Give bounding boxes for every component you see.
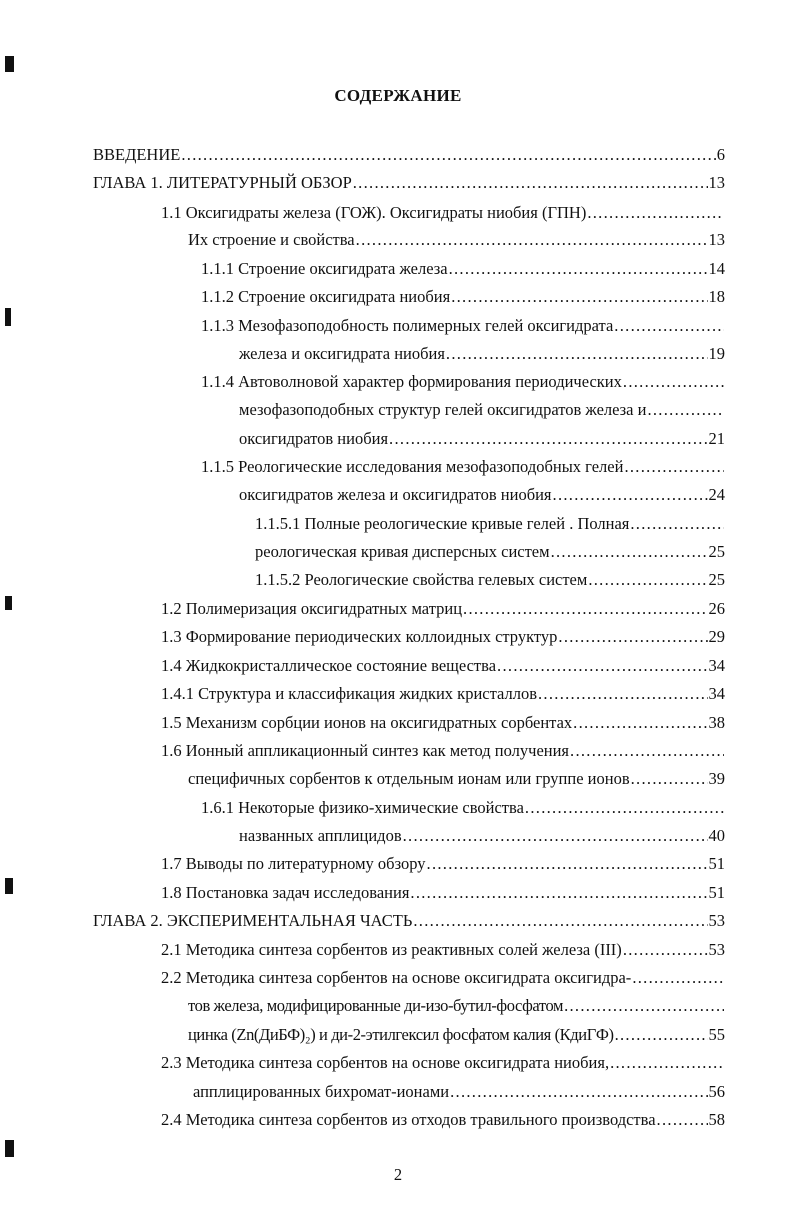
toc-entry-title: 2.2 Методика синтеза сорбентов на основе оксигидрата оксигидра- [161, 968, 632, 987]
toc-entry-page: 38 [708, 713, 725, 732]
toc-entry-1-4-1 [161, 683, 725, 705]
toc-entry-title: мезофазоподобных структур гелей оксигидратов железа и [239, 400, 647, 419]
toc-entry-title: 1.1.5.1 Полные реологические кривые гелей . Полная [255, 514, 630, 533]
toc-entry-title: 1.1.2 Строение оксигидрата ниобия [201, 287, 451, 306]
toc-entry-page: 51 [708, 883, 725, 902]
toc-entry-page: 13 [708, 230, 725, 249]
toc-entry-title: 1.6.1 Некоторые физико-химические свойства [201, 798, 524, 817]
toc-entry-page: 25 [708, 542, 725, 561]
toc-entry-title: названных апплицидов [239, 826, 402, 845]
toc-entry-title: 1.3 Формирование периодических коллоидных структур [161, 627, 558, 646]
toc-entry-chapter-1 [93, 172, 725, 194]
toc-entry-1-4 [161, 655, 725, 677]
toc-entry-title: ГЛАВА 2. ЭКСПЕРИМЕНТАЛЬНАЯ ЧАСТЬ [93, 911, 413, 930]
toc-entry-2-3 [161, 1052, 725, 1074]
toc-entry-page: 34 [708, 684, 725, 703]
toc-entry-page: 29 [708, 627, 725, 646]
toc-entry-title: 1.1.4 Автоволновой характер формирования периодических [201, 372, 622, 391]
toc-entry-1-1-3 [201, 315, 725, 337]
toc-entry-page: 13 [708, 173, 725, 192]
toc-entry-1-1-5-2 [255, 569, 725, 591]
toc-entry-1-5 [161, 712, 725, 734]
toc-entry-page: 14 [708, 259, 725, 278]
toc-entry-1-6-cont [188, 768, 725, 790]
toc-entry-page: 51 [708, 854, 725, 873]
toc-entry-title: реологическая кривая дисперсных систем [255, 542, 550, 561]
toc-entry-2-3-cont [193, 1081, 725, 1103]
toc-entry-title: оксигидратов железа и оксигидратов ниобия [239, 485, 552, 504]
toc-entry-page: 53 [708, 911, 725, 930]
toc-entry-title: 1.1.3 Мезофазоподобность полимерных гелей оксигидрата [201, 316, 614, 335]
page-number: 2 [393, 1165, 403, 1184]
toc-entry-page: 53 [708, 940, 725, 959]
toc-entry-1-1-1 [201, 258, 725, 280]
toc-entry-title: ГЛАВА 1. ЛИТЕРАТУРНЫЙ ОБЗОР [93, 173, 352, 192]
toc-entry-1-1-4-cont2 [239, 428, 725, 450]
toc-entry-1-1-3-cont [239, 343, 725, 365]
toc-entry-page: 18 [708, 287, 725, 306]
toc-entry-page: 19 [708, 344, 725, 363]
toc-entry-title: ВВЕДЕНИЕ [93, 145, 181, 164]
toc-entry-title: 2.1 Методика синтеза сорбентов из реактивных солей железа (III) [161, 940, 622, 959]
toc-entry-title: 1.1 Оксигидраты железа (ГОЖ). Оксигидраты ниобия (ГПН) [161, 203, 587, 222]
toc-entry-page: 25 [708, 570, 725, 589]
toc-entry-2-1 [161, 939, 725, 961]
toc-entry-page: 24 [708, 485, 725, 504]
toc-entry-1-6 [161, 740, 725, 762]
toc-entry-page: 56 [708, 1082, 725, 1101]
toc-entry-1-1-5-1-cont [255, 541, 725, 563]
toc-entry-page: 26 [708, 599, 725, 618]
toc-entry-title: 1.4.1 Структура и классификация жидких кристаллов [161, 684, 537, 703]
toc-entry-page: 40 [708, 826, 725, 845]
toc-entry-title: 1.2 Полимеризация оксигидратных матриц [161, 599, 463, 618]
toc-entry-title: 1.4 Жидкокристаллическое состояние вещества [161, 656, 497, 675]
toc-entry-1-1-5 [201, 456, 725, 478]
toc-entry-page: 34 [708, 656, 725, 675]
toc-entry-title: оксигидратов ниобия [239, 429, 389, 448]
toc-entry-title: 1.1.1 Строение оксигидрата железа [201, 259, 448, 278]
toc-entry-chapter-2 [93, 910, 725, 932]
toc-entry-2-2 [161, 967, 725, 989]
toc-entry-1-2 [161, 598, 725, 620]
toc-entry-2-2-cont [188, 995, 725, 1017]
toc-entry-page: 21 [708, 429, 725, 448]
toc-entry-page: 39 [708, 769, 725, 788]
toc-entry-title: тов железа, модифицированные ди-изо-бутил-фосфатом [188, 996, 564, 1015]
toc-entry-1-6-1-cont [239, 825, 725, 847]
toc-entry-1-1-4-cont [239, 399, 725, 421]
toc-entry-title: 1.8 Постановка задач исследования [161, 883, 410, 902]
toc-entry-title: 2.4 Методика синтеза сорбентов из отходов травильного производства [161, 1110, 656, 1129]
toc-entry-title: специфичных сорбентов к отдельным ионам или группе ионов [188, 769, 630, 788]
toc-entry-1-3 [161, 626, 725, 648]
page-title: СОДЕРЖАНИЕ [334, 86, 462, 105]
toc-entry-1-7 [161, 853, 725, 875]
toc-entry-title: железа и оксигидрата ниобия [239, 344, 445, 363]
toc-entry-1-1-4 [201, 371, 725, 393]
toc-entry-1-1-5-cont [239, 484, 725, 506]
toc-entry-2-2-cont2 [188, 1024, 725, 1046]
toc-entry-title: Их строение и свойства [188, 230, 355, 249]
toc-entry-page: 55 [708, 1025, 725, 1044]
toc-entry-1-1 [161, 202, 725, 224]
toc-entry-1-1-cont [188, 229, 725, 251]
toc-entry-1-1-2 [201, 286, 725, 308]
toc-entry-title: 1.7 Выводы по литературному обзору [161, 854, 426, 873]
toc-entry-title: апплицированных бихромат-ионами [193, 1082, 450, 1101]
toc-entry-1-1-5-1 [255, 513, 725, 535]
toc-entry-2-4 [161, 1109, 725, 1131]
toc-entry-title: цинка (Zn(ДиБФ)₂) и ди-2-этилгексил фосфатом калия (КдиГФ) [188, 1025, 614, 1044]
toc-entry-title: 1.1.5.2 Реологические свойства гелевых систем [255, 570, 588, 589]
toc-entry-page: 6 [716, 145, 725, 164]
toc-entry-introduction [93, 144, 725, 166]
toc-entry-page: 58 [708, 1110, 725, 1129]
toc-entry-title: 1.5 Механизм сорбции ионов на оксигидратных сорбентах [161, 713, 573, 732]
toc-entry-title: 1.1.5 Реологические исследования мезофазоподобных гелей [201, 457, 624, 476]
toc-entry-title: 2.3 Методика синтеза сорбентов на основе оксигидрата ниобия, [161, 1053, 610, 1072]
toc-entry-1-8 [161, 882, 725, 904]
toc-entry-title: 1.6 Ионный аппликационный синтез как метод получения [161, 741, 570, 760]
toc-entry-1-6-1 [201, 797, 725, 819]
